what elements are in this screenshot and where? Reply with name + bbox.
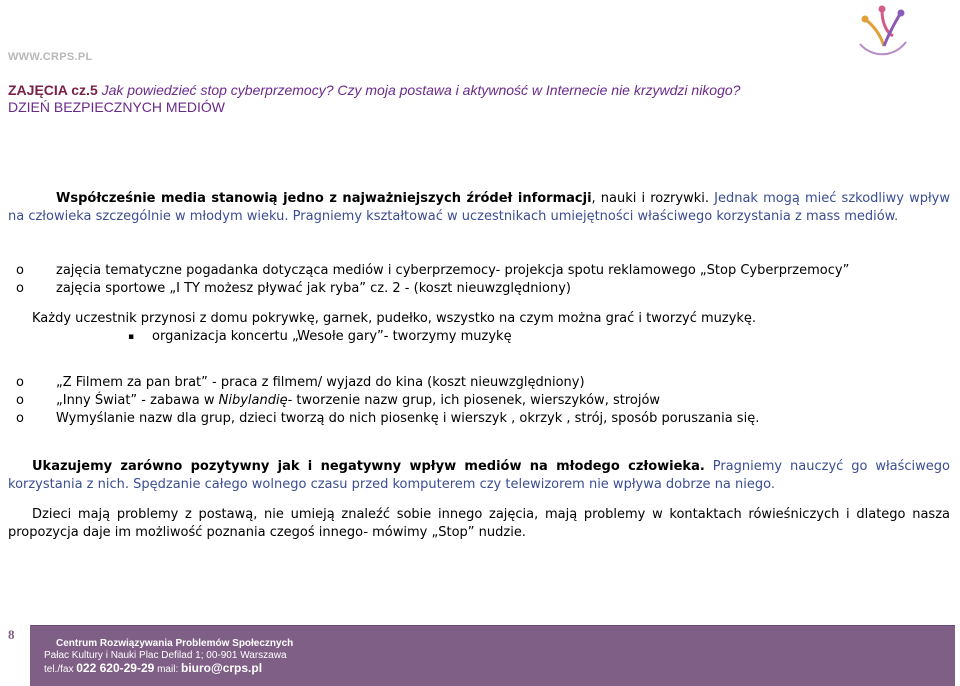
impact-lead: Ukazujemy zarówno pozytywny jak i negatywny wpływ mediów na młodego człowieka. bbox=[32, 459, 705, 474]
circle-bullet-icon: o bbox=[16, 281, 24, 296]
list-item-text: „Z Filmem za pan brat” - praca z filmem/ wyjazd do kina (koszt nieuwzględniony) bbox=[56, 375, 585, 390]
footer-org: Centrum Rozwiązywania Problemów Społecznych bbox=[56, 638, 294, 649]
lesson-title: Jak powiedzieć stop cyberprzemocy? Czy moja postawa i aktywność w Internecie nie krzywdzi nikogo? bbox=[97, 82, 741, 98]
problems-text: Dzieci mają problemy z postawą, nie umieją znaleźć sobie innego zajęcia, mają problemy w kontaktach rówieśniczych i dlatego nasza propozycja daje im możliwość poznania czegoś innego- mówimy „Stop” nudzie. bbox=[8, 507, 950, 540]
circle-bullet-icon: o bbox=[16, 263, 24, 278]
lesson-label: ZAJĘCIA cz.5 bbox=[8, 82, 98, 98]
tel-number: 022 620-29-29 bbox=[76, 661, 155, 675]
footer-contact bbox=[44, 661, 262, 675]
list-item bbox=[16, 280, 571, 298]
circle-bullet-icon: o bbox=[16, 375, 24, 390]
list-item bbox=[16, 392, 660, 410]
circle-bullet-icon: o bbox=[16, 393, 24, 408]
list-item-text: Wymyślanie nazw dla grup, dzieci tworzą do nich piosenkę i wierszyk , okrzyk , strój, sposób poruszania się. bbox=[56, 411, 760, 426]
lesson-heading bbox=[8, 82, 740, 98]
list-item-text-post: - tworzenie nazw grup, ich piosenek, wierszyków, strojów bbox=[287, 393, 661, 408]
list-item bbox=[16, 262, 849, 280]
list-item bbox=[16, 374, 585, 392]
bullet-text: organizacja koncertu „Wesołe gary”- tworzymy muzykę bbox=[152, 329, 512, 344]
impact-rest: Pragniemy nauczyć go właściwego korzystania z nich. Spędzanie całego wolnego czasu przed komputerem czy telewizorem nie wpływa dobrze na niego. bbox=[8, 459, 950, 492]
mail-label: mail: bbox=[154, 664, 181, 675]
crps-logo bbox=[848, 2, 916, 60]
intro-paragraph bbox=[8, 190, 950, 226]
problems-paragraph bbox=[8, 506, 950, 542]
site-url[interactable]: WWW.CRPS.PL bbox=[8, 51, 93, 63]
mail-address[interactable]: biuro@crps.pl bbox=[181, 661, 263, 675]
page-number: 8 bbox=[8, 627, 15, 642]
list-item-italic: Nibylandię bbox=[218, 393, 288, 408]
list-item bbox=[16, 410, 759, 428]
lesson-subtitle: DZIEŃ BEZPIECZNYCH MEDIÓW bbox=[8, 99, 226, 115]
list-item-text: zajęcia sportowe „I TY możesz pływać jak ryba” cz. 2 - (koszt nieuwzględniony) bbox=[56, 281, 572, 296]
intro-lead: Współcześnie media stanowią jedno z najważniejszych źródeł informacji bbox=[56, 191, 592, 206]
square-bullet-icon: ▪ bbox=[128, 332, 135, 342]
circle-bullet-icon: o bbox=[16, 411, 24, 426]
tel-label: tel./fax bbox=[44, 664, 77, 675]
intro-blue: Jednak mogą mieć szkodliwy wpływ na człowieka szczególnie w młodym wieku. Pragniemy kształtować w uczestnikach umiejętności właściwego korzystania z mass mediów. bbox=[8, 191, 950, 224]
list-item-text-pre: „Inny Świat” - zabawa w bbox=[56, 393, 219, 408]
media-impact-paragraph bbox=[8, 458, 950, 494]
intro-rest: , nauki i rozrywki. bbox=[591, 191, 715, 206]
concert-bullet bbox=[128, 329, 512, 344]
list-item-text: zajęcia tematyczne pogadanka dotycząca mediów i cyberprzemocy- projekcja spotu reklamowego „Stop Cyberprzemocy” bbox=[56, 263, 850, 278]
footer-address: Pałac Kultury i Nauki Plac Defilad 1; 00-901 Warszawa bbox=[44, 650, 287, 661]
instrument-paragraph: Każdy uczestnik przynosi z domu pokrywkę, garnek, pudełko, wszystko na czym można grać i tworzyć muzykę. bbox=[32, 311, 757, 326]
